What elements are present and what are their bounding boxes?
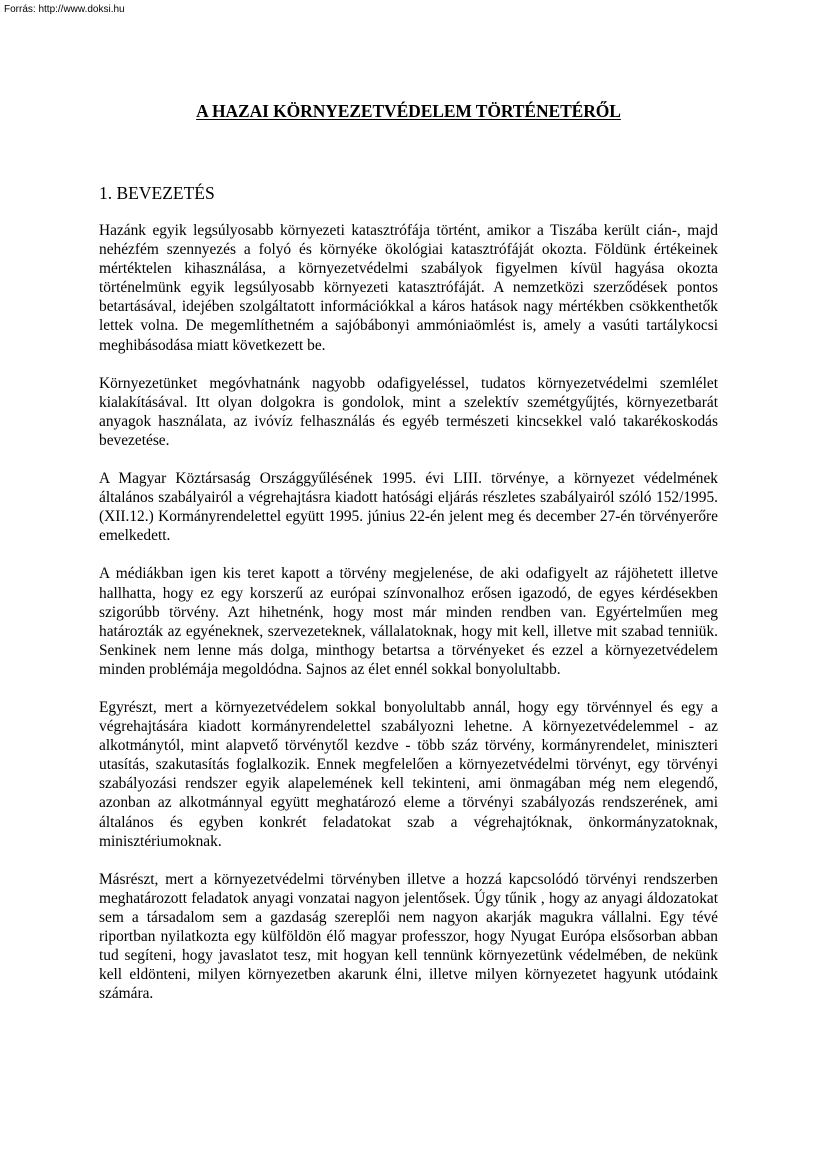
paragraph: Egyrészt, mert a környezetvédelem sokkal bonyolultabb annál, hogy egy törvénnyel és egy a végrehajtására kiadott kormányrendelettel szabályozni lehetne. A környezetvédelemmel - az alkotmánytól, mint alapvető törvénytől kezdve - több száz törvény, kormányrendelet, miniszteri utasítás, szakutasítás foglalkozik. Ennek megfelelően a környezetvédelmi törvényt, egy törvényi szabályozási rendszer egyik alapelemének kell tekinteni, ami önmagában még nem elegendő, azonban az alkotmánnyal együtt meghatározó eleme a törvényi szabályozás rendszerének, ami általános és egyben konkrét feladatokat szab a végrehajtóknak, önkormányzatoknak, minisztériumoknak. xyxy=(99,698,718,850)
source-note: Forrás: http://www.doksi.hu xyxy=(4,4,125,15)
paragraph: Hazánk egyik legsúlyosabb környezeti katasztrófája történt, amikor a Tiszába került cián-, majd nehézfém szennyezés a folyó és környéke ökológiai katasztrófáját okozta. Földünk értékeinek mértéktelen kihasználása, a környezetvédelmi szabályok figyelmen kívül hagyása okozta történelmünk egyik legsúlyosabb környezeti katasztrófáját. A nemzetközi szerződések pontos betartásával, idejében szolgáltatott információkkal a káros hatások nagy mértékben csökkenthetők lettek volna. De megemlíthetném a sajóbábonyi ammóniaömlést is, amely a vasúti tartálykocsi meghibásodása miatt következett be. xyxy=(99,222,718,354)
paragraph: A Magyar Köztársaság Országgyűlésének 1995. évi LIII. törvénye, a környezet védelmének általános szabályairól a végrehajtásra kiadott hatósági eljárás részletes szabályairól szóló 152/1995.(XII.12.) Kormányrendelettel együtt 1995. június 22-én jelent meg és december 27-én törvényerőre emelkedett. xyxy=(99,470,718,545)
section-heading: 1. BEVEZETÉS xyxy=(99,183,215,203)
body-text xyxy=(99,221,718,1022)
paragraph: A médiákban igen kis teret kapott a törvény megjelenése, de aki odafigyelt az rájöhetett illetve hallhatta, hogy ez egy korszerű az európai színvonalhoz erősen igazodó, de egyes kérdésekben szigorúbb törvény. Azt hihetnénk, hogy most már minden rendben van. Egyértelműen meg határozták az egyéneknek, szervezeteknek, vállalatoknak, hogy mit kell, illetve mit szabad tenniük. Senkinek nem lenne más dolga, minthogy betartsa a törvényeket és ezzel a környezetvédelem minden problémája megoldódna. Sajnos az élet ennél sokkal bonyolultabb. xyxy=(99,565,718,678)
paragraph: Környezetünket megóvhatnánk nagyobb odafigyeléssel, tudatos környezetvédelmi szemlélet kialakításával. Itt olyan dolgokra is gondolok, mint a szelektív szemétgyűjtés, környezetbarát anyagok használata, az ivóvíz felhasználás és egyéb természeti kincsekkel való takarékoskodás bevezetése. xyxy=(99,374,718,449)
paragraph: Másrészt, mert a környezetvédelmi törvényben illetve a hozzá kapcsolódó törvényi rendszerben meghatározott feladatok anyagi vonzatai nagyon jelentősek. Úgy tűnik , hogy az anyagi áldozatokat sem a társadalom sem a gazdaság szereplői nem nagyon akarják magukra vállalni. Egy tévé riportban nyilatkozta egy külföldön élő magyar professzor, hogy Nyugat Európa elsősorban abban tud segíteni, hogy javaslatot tesz, mit hogyan kell tennünk környezetünk védelmében, de nekünk kell eldönteni, milyen környezetben akarunk élni, illetve milyen környezetet hagyunk utódaink számára. xyxy=(99,870,718,1003)
document-title: A HAZAI KÖRNYEZETVÉDELEM TÖRTÉNETÉRŐL xyxy=(196,101,621,121)
